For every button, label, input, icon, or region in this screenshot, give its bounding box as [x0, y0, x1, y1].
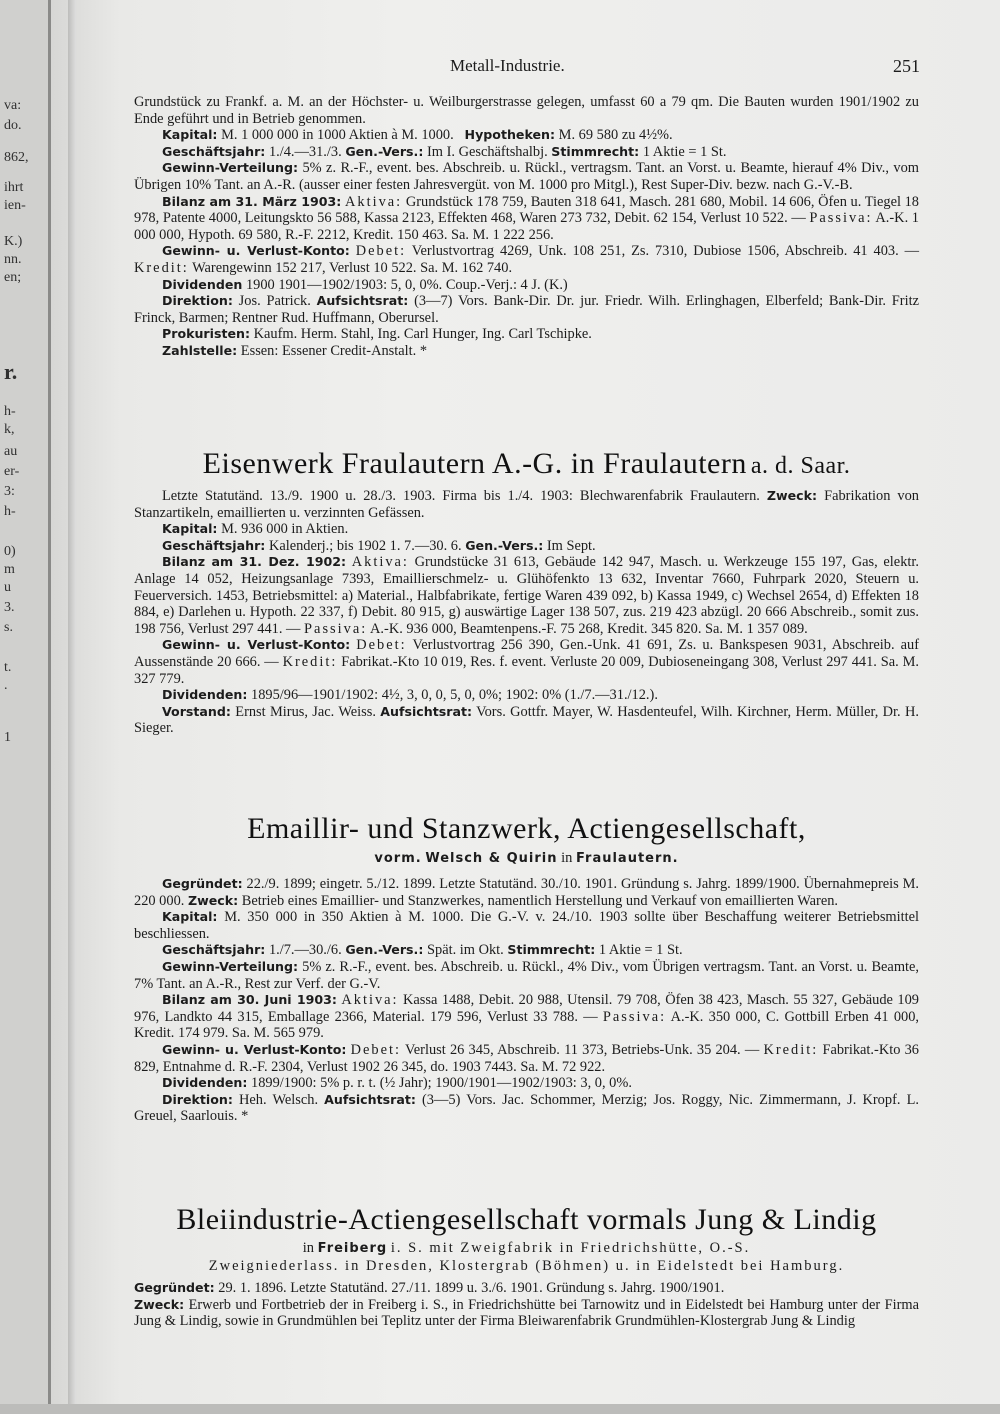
running-head: [130, 56, 920, 80]
margin-fragment: .: [4, 678, 8, 693]
margin-fragment: en;: [4, 270, 22, 285]
page-bottom-edge: [0, 1404, 1000, 1414]
paragraph: Geschäftsjahr: 1./7.—30./6. Gen.-Vers.: Spät. im Okt. Stimmrecht: 1 Aktie = 1 St.: [162, 942, 683, 959]
margin-fragment: va:: [4, 98, 22, 113]
margin-fragment: u: [4, 580, 11, 595]
paragraph: Dividenden: 1895/96—1901/1902: 4½, 3, 0, 0, 5, 0, 0%; 1902: 0% (1./7.—31./12.).: [162, 687, 658, 704]
margin-fragment: nn.: [4, 252, 22, 267]
margin-fragment: do.: [4, 118, 22, 133]
paragraph: Bilanz am 31. März 1903: Aktiva: Grundstück 178 759, Bauten 318 641, Masch. 281 680, Mobil. 14 606, Öfen u. Tiegel 18 978, Patente 4000, Leitungskto 56 588, Kassa 2123, Effekten 468, Waren 273 732, Debit. 62 154, Verlust 10 522. — Passiva: A.-K. 1 000 000, Hypoth. 69 580, R.-F. 2212, Kredit. 150 463. Sa. M. 1 222 256.: [134, 193, 919, 243]
margin-fragment: t.: [4, 660, 12, 675]
paragraph: Geschäftsjahr: Kalenderj.; bis 1902 1. 7.—30. 6. Gen.-Vers.: Im Sept.: [162, 537, 596, 554]
margin-fragment: 1: [4, 730, 11, 745]
paragraph: Gewinn-Verteilung: 5% z. R.-F., event. bes. Abschreib. u. Rückl., 4% Div., vom Übrigen vertragsm. Tant. an Vorst. u. Beamte, 7% Tant. an A.-R., Rest zur Verf. der G.-V.: [134, 958, 919, 992]
paragraph: Dividenden 1900 1901—1902/1903: 5, 0, 0%. Coup.-Verj.: 4 J. (K.): [162, 276, 568, 293]
company-subtitle: vorm. Welsch & Quirin in Fraulautern.: [374, 850, 679, 866]
margin-fragment: h-: [4, 504, 16, 519]
paragraph: Gewinn- u. Verlust-Konto: Debet: Verlustvortrag 256 390, Gen.-Unk. 41 691, Zs. u. Bankspesen 9031, Abschreib. auf Aussenstände 20 666. — Kredit: Fabrikat.-Kto 10 019, Res. f. event. Verluste 20 009, Dubioseneingang 308, Verlust 297 441. Sa. M. 327 779.: [134, 637, 919, 687]
margin-fragment: ien-: [4, 198, 26, 213]
company-subtitle: in Freiberg i. S. mit Zweigfabrik in Friedrichshütte, O.-S.: [302, 1240, 751, 1256]
margin-fragment: K.): [4, 234, 23, 249]
margin-fragment: 3.: [4, 600, 15, 615]
page-fold-shadow: [68, 0, 76, 1414]
paragraph: Gegründet: 29. 1. 1896. Letzte Statutänd. 27./11. 1899 u. 3./6. 1901. Gründung s. Jahrg. 1900/1901.: [134, 1280, 725, 1296]
paragraph: Dividenden: 1899/1900: 5% p. r. t. (½ Jahr); 1900/1901—1902/1903: 3, 0, 0%.: [162, 1075, 632, 1092]
paragraph: Zweck: Erwerb und Fortbetrieb der in Freiberg i. S., in Friedrichshütte bei Tarnowitz und in Eidelstedt bei Hamburg unter der Firma Jung & Lindig, sowie in Grundmühlen bei Teplitz unter der Firma Bleiwarenfabrik Grundmühlen-Klostergrab Jung & Lindig: [134, 1296, 919, 1330]
company-title: Bleiindustrie-Actiengesellschaft vormals Jung & Lindig: [176, 1203, 877, 1236]
company-entry: [134, 1280, 919, 1330]
paragraph: Vorstand: Ernst Mirus, Jac. Weiss. Aufsichtsrat: Vors. Gottfr. Mayer, W. Hasdenteufel, Wilh. Kirchner, Herm. Müller, Dr. H. Sieger.: [134, 703, 919, 737]
margin-fragment: au: [4, 444, 18, 459]
margin-fragment: r.: [4, 359, 18, 384]
paragraph: Grundstück zu Frankf. a. M. an der Höchster- u. Weilburgerstrasse gelegen, umfasst 60 a 79 qm. Die Bauten wurden 1901/1902 zu Ende geführt und in Betrieb genommen.: [134, 94, 919, 127]
paragraph: Prokuristen: Kaufm. Herm. Stahl, Ing. Carl Hunger, Ing. Carl Tschipke.: [162, 326, 592, 343]
margin-fragment: m: [4, 562, 15, 577]
margin-fragment: 0): [4, 544, 16, 559]
paragraph: Direktion: Heh. Welsch. Aufsichtsrat: (3—5) Vors. Jac. Schommer, Merzig; Jos. Roggy, Nic. Zimmermann, J. Kropf. L. Greuel, Saarlouis. *: [134, 1091, 919, 1125]
margin-fragment: s.: [4, 620, 13, 635]
margin-fragment: 862,: [4, 150, 29, 165]
paragraph: Kapital: M. 350 000 in 350 Aktien à M. 1000. Die G.-V. v. 24./10. 1903 sollte über Beschaffung weiterer Betriebsmittel beschliessen.: [134, 909, 919, 942]
entry-continued: [134, 94, 919, 360]
margin-fragment: er-: [4, 464, 20, 479]
margin-fragment: 3:: [4, 484, 15, 499]
paragraph: Gewinn- u. Verlust-Konto: Debet: Verlust 26 345, Abschreib. 11 373, Betriebs-Unk. 35 204. — Kredit: Fabrikat.-Kto 36 829, Entnahme d. R.-F. 2304, Verlust 1902 26 345, do. 1903 7443. Sa. M. 72 922.: [134, 1041, 919, 1075]
company-title: Eisenwerk Fraulautern A.-G. in Fraulautern a. d. Saar.: [202, 447, 851, 480]
company-subtitle: Zweigniederlass. in Dresden, Klostergrab (Böhmen) u. in Eidelstedt bei Hamburg.: [208, 1258, 845, 1274]
margin-fragment: h-: [4, 404, 16, 419]
paragraph: Bilanz am 31. Dez. 1902: Aktiva: Grundstücke 31 613, Gebäude 142 947, Masch. u. Werkzeuge 155 197, Gas, elektr. Anlage 14 052, Heizungsanlage 7393, Emaillierschmelz- u. Glühöfenkto 13 632, Inventar 7660, Fuhrpark 2020, Steuern u. Feuerversich. 1453, Betriebsmittel: a) Material., Halbfabrikate, fertige Waren 439 092, b) Kassa 1949, c) Wechsel 2654, d) Effekten 18 884, e) Darlehen u. Hypoth. 22 337, f) Debit. 80 915, g) auswärtige Lager 138 507, zus. 219 423 abzügl. 20 666 Abschreib., somit zus. 198 756, Verlust 297 441. — Passiva: A.-K. 936 000, Beamtenpens.-F. 75 268, Kredit. 345 820. Sa. M. 1 357 089.: [134, 554, 919, 637]
company-title: Emaillir- und Stanzwerk, Actiengesellschaft,: [247, 812, 806, 845]
paragraph: Gewinn-Verteilung: 5% z. R.-F., event. bes. Abschreib. u. Rückl., vertragsm. Tant. an Vorst. u. Beamte, hierauf 4% Div., vom Übrigen 10% Tant. an A.-R. (ausser einer festen Jahresvergüt. von M. 1000 pro Mitgl.), Rest Super-Div. bezw. nach G.-V.-B.: [134, 160, 919, 193]
paragraph: Geschäftsjahr: 1./4.—31./3. Gen.-Vers.: Im I. Geschäftshalbj. Stimmrecht: 1 Aktie = 1 St.: [162, 143, 727, 160]
company-entry: [134, 876, 919, 1125]
paragraph: Gegründet: 22./9. 1899; eingetr. 5./12. 1899. Letzte Statutänd. 30./10. 1901. Gründung s. Jahrg. 1899/1900. Übernahmepreis M. 220 000. Zweck: Betrieb eines Emaillier- und Stanzwerkes, namentlich Herstellung und Verkauf von emaillierten Waren.: [134, 876, 919, 909]
paragraph: Bilanz am 30. Juni 1903: Aktiva: Kassa 1488, Debit. 20 988, Utensil. 79 708, Öfen 38 423, Masch. 55 327, Gebäude 109 976, Landkto 44 315, Emballage 2366, Material. 179 596, Verlust 33 788. — Passiva: A.-K. 350 000, C. Gottbill Erben 41 000, Kredit. 174 979. Sa. M. 565 979.: [134, 992, 920, 1042]
margin-fragment: k,: [4, 422, 15, 437]
paragraph: Letzte Statutänd. 13./9. 1900 u. 28./3. 1903. Firma bis 1./4. 1903: Blechwarenfabrik Fraulautern. Zweck: Fabrikation von Stanzartikeln, emaillierten u. verzinnten Gefässen.: [134, 488, 919, 521]
paragraph: Direktion: Jos. Patrick. Aufsichtsrat: (3—7) Vors. Bank-Dir. Dr. jur. Friedr. Wilh. Erlinghagen, Elberfeld; Bank-Dir. Fritz Frinck, Barmen; Rentner Rud. Huffmann, Oberursel.: [134, 293, 919, 326]
paragraph: Kapital: M. 936 000 in Aktien.: [162, 521, 349, 538]
page-number: 251: [893, 56, 920, 76]
running-head-title: Metall-Industrie.: [450, 56, 565, 75]
paragraph: Zahlstelle: Essen: Essener Credit-Anstalt. *: [162, 342, 428, 359]
margin-fragment: ihrt: [4, 180, 24, 195]
paragraph: Kapital: M. 1 000 000 in 1000 Aktien à M. 1000. Hypotheken: M. 69 580 zu 4½%.: [162, 127, 673, 144]
paragraph: Gewinn- u. Verlust-Konto: Debet: Verlustvortrag 4269, Unk. 108 251, Zs. 7310, Dubiose 1506, Abschreib. 41 403. — Kredit: Warengewinn 152 217, Verlust 10 522. Sa. M. 162 740.: [134, 243, 919, 276]
company-entry: [134, 488, 919, 737]
